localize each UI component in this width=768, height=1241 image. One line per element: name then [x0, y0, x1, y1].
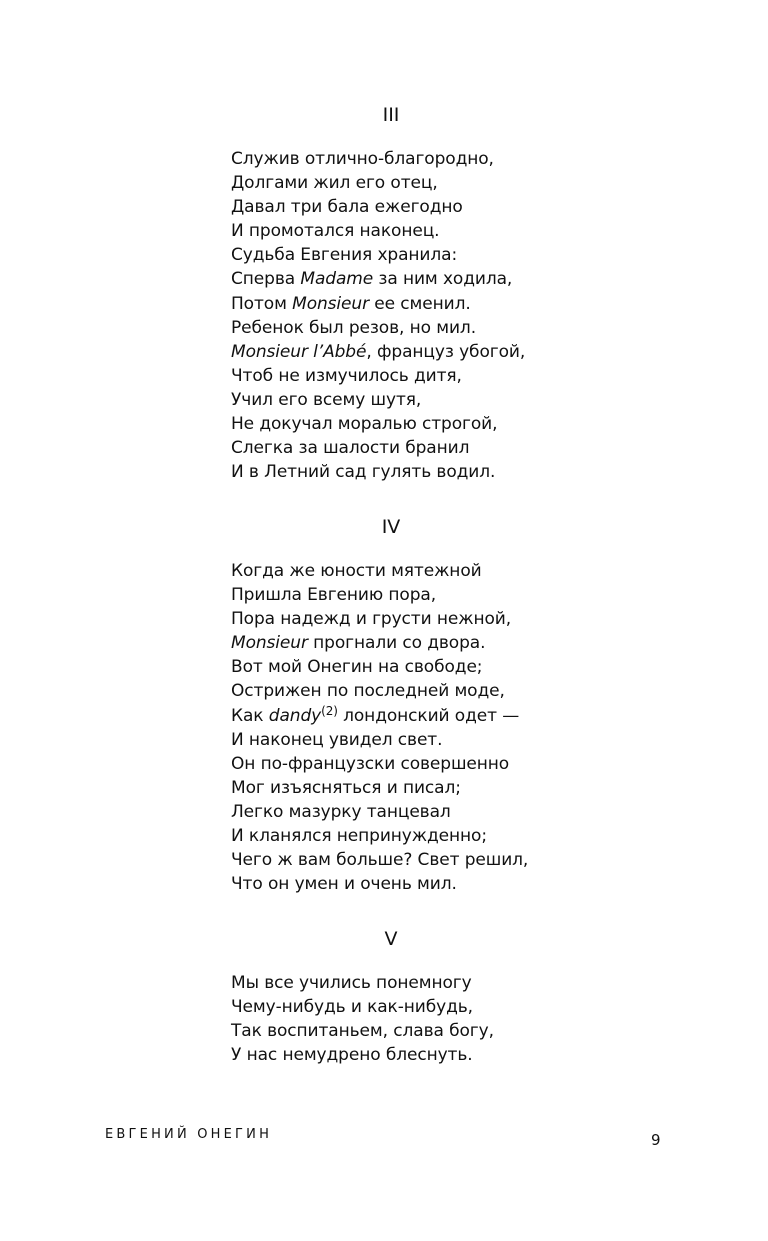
verse-text: Он по-французски совершенно: [231, 753, 510, 774]
verse-text: лондонский одет —: [337, 705, 520, 726]
verse-text: Сперва: [231, 269, 301, 290]
verse-text: прогнали со двора.: [307, 633, 486, 654]
verse-line: [231, 752, 528, 776]
verse-italic-text: dandy: [268, 705, 322, 726]
verse-line: [231, 704, 528, 728]
verse-text: Пора надежд и грусти нежной,: [231, 609, 512, 630]
verse-line: [231, 995, 494, 1019]
verse-text: И промотался наконец.: [231, 221, 440, 242]
verse-text: И кланялся непринужденно;: [231, 826, 487, 847]
stanza-number: III: [382, 104, 400, 126]
verse-line: [231, 1043, 494, 1067]
verse-line: [231, 388, 525, 412]
verse-text: за ним ходила,: [373, 269, 513, 290]
verse-italic-text: Monsieur l’Abbé: [231, 341, 367, 362]
verse-line: [231, 364, 525, 388]
verse-text: Служив отлично-благородно,: [231, 149, 494, 169]
page-number: 9: [651, 1131, 661, 1149]
verse-text: Чтоб не измучилось дитя,: [231, 365, 462, 386]
footnote-ref: (2): [321, 703, 338, 718]
verse-line: [231, 679, 528, 703]
verse-text: Учил его всему шутя,: [231, 389, 422, 410]
verse-text: Мы все учились понемногу: [231, 973, 472, 993]
stanza-lines: [231, 559, 528, 896]
verse-text: Судьба Евгения хранила:: [231, 245, 458, 266]
verse-line: [231, 872, 528, 896]
verse-text: Чего ж вам больше? Свет решил,: [231, 850, 529, 871]
stanza-lines: [231, 147, 525, 484]
verse-line: [231, 267, 525, 291]
stanza-number: V: [384, 928, 398, 950]
verse-text: Давал три бала ежегодно: [231, 197, 463, 218]
verse-text: Мог изъясняться и писал;: [231, 777, 461, 798]
verse-line: [231, 412, 525, 436]
verse-text: Потом: [231, 293, 293, 314]
stanza-lines: [231, 971, 494, 1067]
verse-text: Долгами жил его отец,: [231, 173, 438, 194]
verse-text: Ребенок был резов, но мил.: [231, 317, 476, 338]
verse-line: [231, 971, 494, 995]
verse-line: [231, 340, 525, 364]
verse-text: И в Летний сад гулять водил.: [231, 462, 496, 483]
verse-text: ее сменил.: [368, 293, 471, 314]
verse-line: [231, 195, 525, 219]
verse-line: [231, 292, 525, 316]
verse-line: [231, 607, 528, 631]
verse-line: [231, 583, 528, 607]
running-footer-title: ЕВГЕНИЙ ОНЕГИН: [105, 1127, 273, 1142]
verse-italic-text: Monsieur: [292, 293, 369, 314]
verse-line: [231, 776, 528, 800]
verse-text: Чему-нибудь и как-нибудь,: [231, 997, 473, 1018]
verse-line: [231, 631, 528, 655]
verse-line: [231, 1019, 494, 1043]
verse-line: [231, 800, 528, 824]
verse-line: [231, 171, 525, 195]
verse-line: [231, 848, 528, 872]
verse-text: Когда же юности мятежной: [231, 561, 482, 581]
verse-italic-text: Monsieur: [231, 633, 308, 654]
verse-line: [231, 436, 525, 460]
verse-line: [231, 219, 525, 243]
verse-text: Как: [231, 705, 269, 726]
verse-text: , француз убогой,: [366, 341, 526, 362]
verse-line: [231, 147, 525, 171]
verse-text: Пришла Евгению пора,: [231, 585, 437, 606]
verse-text: Острижен по последней моде,: [231, 681, 505, 702]
verse-text: Слегка за шалости бранил: [231, 438, 470, 459]
verse-italic-text: Madame: [300, 269, 374, 290]
verse-text: Легко мазурку танцевал: [231, 801, 451, 822]
verse-line: [231, 316, 525, 340]
verse-line: [231, 460, 525, 484]
stanza-number: IV: [381, 516, 401, 538]
verse-text: Не докучал моралью строгой,: [231, 414, 498, 435]
verse-line: [231, 655, 528, 679]
verse-text: Так воспитаньем, слава богу,: [231, 1021, 494, 1042]
verse-line: [231, 824, 528, 848]
verse-text: Вот мой Онегин на свободе;: [231, 657, 483, 678]
verse-line: [231, 243, 525, 267]
verse-text: И наконец увидел свет.: [231, 729, 443, 750]
verse-text: У нас немудрено блеснуть.: [231, 1045, 473, 1066]
verse-line: [231, 728, 528, 752]
verse-line: [231, 559, 528, 583]
verse-text: Что он умен и очень мил.: [231, 874, 457, 895]
